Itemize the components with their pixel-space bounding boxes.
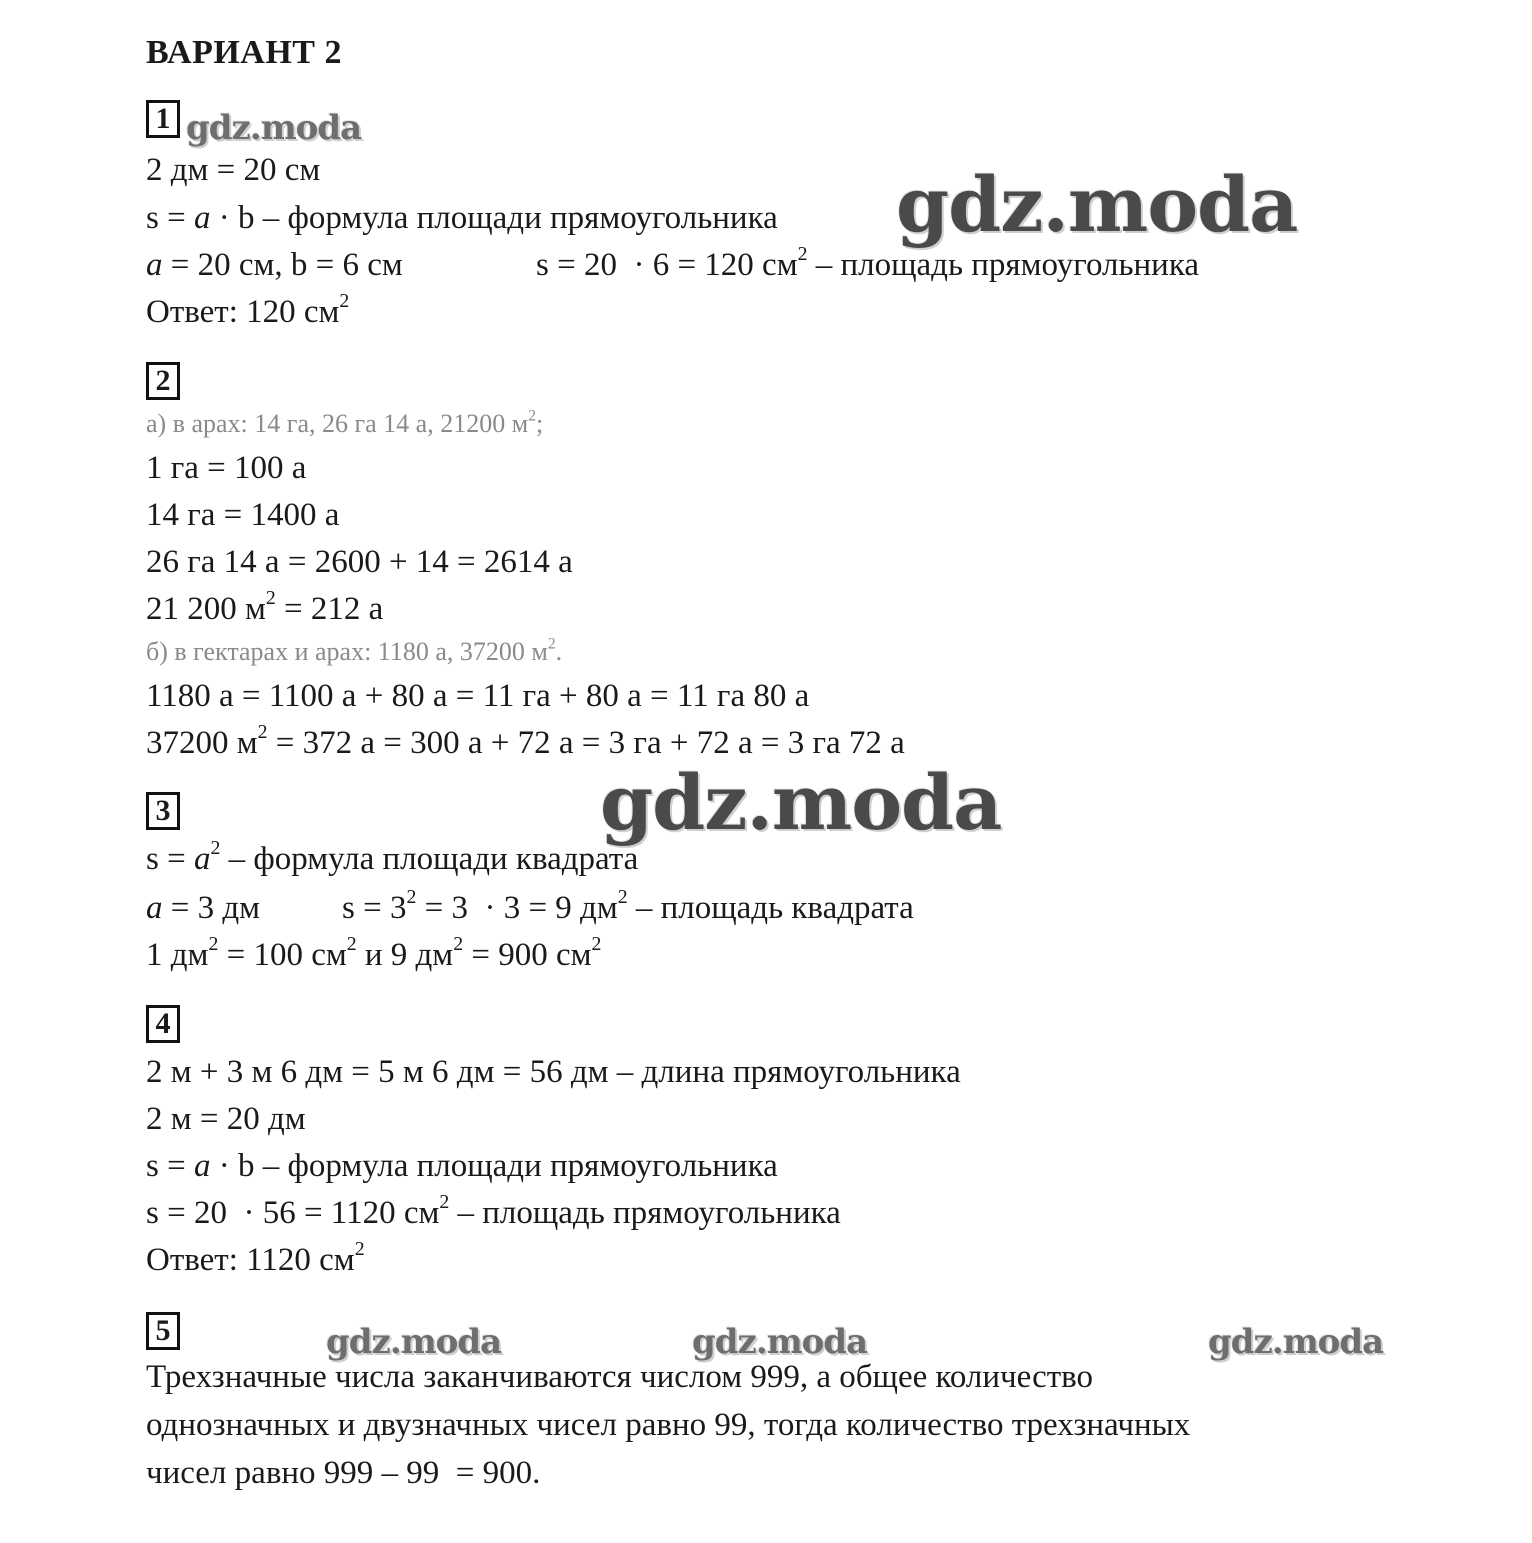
watermark-logo: gdz.moda	[326, 1322, 502, 1362]
task-number-1: 1	[146, 100, 180, 138]
watermark-logo: gdz.moda	[896, 160, 1298, 249]
task5-line3: чисел равно 999 – 99 = 900.	[146, 1455, 541, 1491]
task4-line2: 2 м = 20 дм	[146, 1101, 306, 1137]
task5-line2: однозначных и двузначных чисел равно 99, тогда количество трехзначных	[146, 1407, 1191, 1443]
task-number-3: 3	[146, 792, 180, 830]
watermark-logo: gdz.moda	[692, 1322, 868, 1362]
task2-line2: 14 га = 1400 а	[146, 497, 340, 533]
task2-line1: 1 га = 100 а	[146, 450, 307, 486]
task1-line3: a = 20 см, b = 6 см	[146, 247, 403, 283]
task1-line1: 2 дм = 20 см	[146, 152, 321, 188]
task3-line2-area: $s = 3^2 = 3 \cdot 3 = 9$ $дм^2$ – площадь квадрата	[342, 886, 914, 926]
task-number-4: 4	[146, 1005, 180, 1043]
watermark-logo: gdz.moda	[600, 758, 1002, 847]
task1-line3-area: s = 20 · 6 = 120 $см^2$ – площадь прямоугольника	[536, 243, 1200, 283]
task1-line2: s = a · b – формула площади прямоугольника	[146, 200, 778, 236]
task1-answer: Ответ: 120 $см^2$	[146, 290, 350, 330]
task-number-5: 5	[146, 1312, 180, 1350]
page-title: ВАРИАНТ 2	[146, 34, 342, 71]
task-number-2: 2	[146, 362, 180, 400]
task2-line6: 37200 $м^2 = 372$ а = 300 а + 72 а = 3 га + 72 а = 3 га 72 а	[146, 721, 905, 761]
task3-line2: a = 3 дм	[146, 890, 261, 926]
task2-line5: 1180 а = 1100 а + 80 а = 11 га + 80 а = 11 га 80 а	[146, 678, 810, 714]
task3-line1: $s = a^2$ – формула площади квадрата	[146, 837, 639, 877]
task2-hint-b: б) в гектарах и арах: 1180 а, 37200 $м^2$.	[146, 635, 563, 666]
task4-line3: s = a · b – формула площади прямоугольника	[146, 1148, 778, 1184]
task2-line4: 21 200 $м^2 = 212$ а	[146, 587, 384, 627]
task3-line3: 1 $дм^2 = 100$ $см^2$ и 9 $дм^2 = 900$ $см^2$	[146, 933, 602, 973]
watermark-logo: gdz.moda	[186, 108, 362, 148]
task4-line1: 2 м + 3 м 6 дм = 5 м 6 дм = 56 дм – длина прямоугольника	[146, 1054, 961, 1090]
task2-line3: 26 га 14 а = 2600 + 14 = 2614 а	[146, 544, 573, 580]
task4-line4: s = 20 · 56 = 1120 $см^2$ – площадь прямоугольника	[146, 1191, 841, 1231]
task4-answer: Ответ: 1120 $см^2$	[146, 1238, 365, 1278]
task2-hint-a: а) в арах: 14 га, 26 га 14 а, 21200 $м^2$;	[146, 407, 544, 438]
task5-line1: Трехзначные числа заканчиваются числом 999, а общее количество	[146, 1359, 1094, 1395]
watermark-logo: gdz.moda	[1208, 1322, 1384, 1362]
